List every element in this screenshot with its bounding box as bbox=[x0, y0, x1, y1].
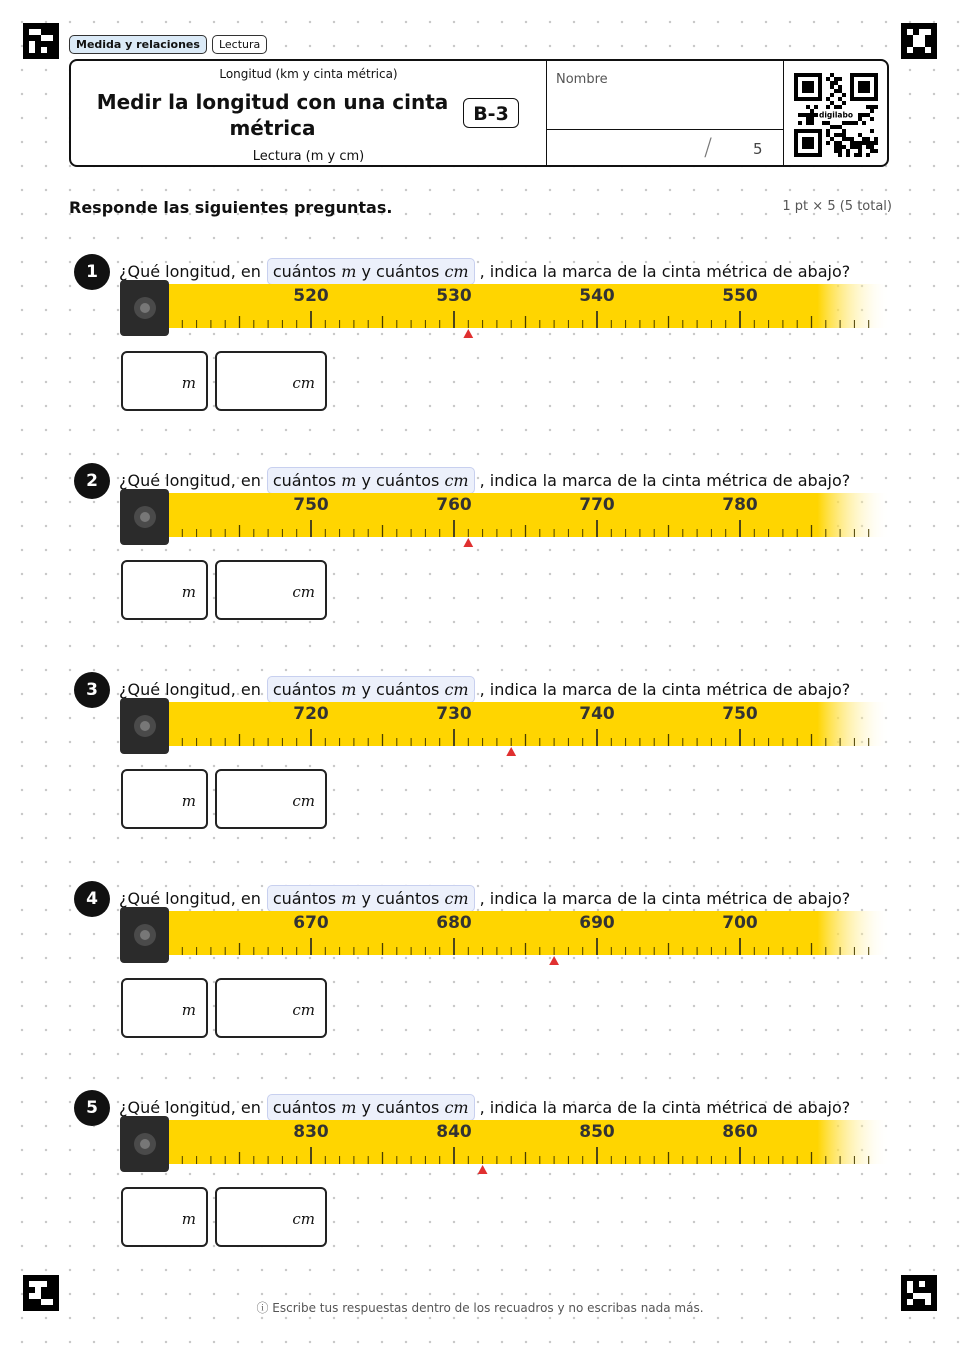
answer-box-cm[interactable] bbox=[215, 1187, 327, 1247]
tape-housing-center bbox=[140, 1139, 150, 1149]
highlight-text-b: y cuántos bbox=[361, 261, 440, 281]
qr-module bbox=[870, 109, 874, 113]
tape-label: 690 bbox=[579, 913, 615, 933]
qr-module bbox=[834, 89, 838, 93]
tape-label: 730 bbox=[436, 704, 472, 724]
qr-module bbox=[838, 105, 842, 109]
answer-box-m[interactable] bbox=[121, 978, 208, 1038]
qr-module bbox=[834, 149, 838, 153]
reading-marker bbox=[548, 956, 560, 965]
category-tags bbox=[69, 35, 267, 54]
qr-module bbox=[830, 93, 834, 97]
qr-module bbox=[806, 113, 810, 117]
question-number: 1 bbox=[74, 254, 110, 290]
qr-module bbox=[854, 153, 858, 157]
qr-module bbox=[834, 145, 838, 149]
tape-body bbox=[164, 702, 890, 746]
answer-box-cm[interactable] bbox=[215, 351, 327, 411]
unit-cm: cm bbox=[444, 888, 469, 908]
answer-unit-m: m bbox=[181, 583, 196, 601]
header-topic: Longitud (km y cinta métrica) bbox=[219, 67, 398, 81]
qr-module bbox=[838, 145, 842, 149]
qr-module bbox=[842, 133, 846, 137]
info-icon: ⓘ bbox=[256, 1301, 269, 1315]
qr-module bbox=[834, 133, 838, 137]
tape-label: 760 bbox=[436, 495, 472, 515]
tape-label: 540 bbox=[579, 286, 615, 306]
qr-module bbox=[870, 149, 874, 153]
qr-module bbox=[814, 105, 818, 109]
qr-module bbox=[866, 145, 870, 149]
question-suffix: , indica la marca de la cinta métrica de abajo? bbox=[479, 679, 851, 699]
question-number: 2 bbox=[74, 463, 110, 499]
tape-label: 750 bbox=[722, 704, 758, 724]
tape-label: 520 bbox=[293, 286, 329, 306]
tape-label: 850 bbox=[579, 1122, 615, 1142]
qr-module bbox=[866, 141, 870, 145]
question-prefix: ¿Qué longitud, en bbox=[119, 261, 261, 281]
unit-m: m bbox=[341, 1097, 357, 1117]
score-total: 5 bbox=[753, 140, 763, 158]
highlight-text-a: cuántos bbox=[272, 888, 337, 908]
qr-module bbox=[834, 81, 838, 85]
question-4 bbox=[0, 881, 960, 1061]
reading-marker bbox=[477, 1165, 489, 1174]
answer-box-cm[interactable] bbox=[215, 978, 327, 1038]
qr-module bbox=[850, 121, 854, 125]
question-prefix: ¿Qué longitud, en bbox=[119, 888, 261, 908]
qr-module bbox=[838, 89, 842, 93]
highlight-text-b: y cuántos bbox=[361, 888, 440, 908]
question-suffix: , indica la marca de la cinta métrica de abajo? bbox=[479, 261, 851, 281]
measuring-tape bbox=[120, 698, 890, 756]
tape-body bbox=[164, 911, 890, 955]
qr-module bbox=[854, 121, 858, 125]
name-divider bbox=[547, 129, 783, 130]
points-info: 1 pt × 5 (5 total) bbox=[782, 199, 892, 214]
qr-module bbox=[806, 121, 810, 125]
qr-module bbox=[874, 105, 878, 109]
qr-module bbox=[826, 133, 830, 137]
score-slash: / bbox=[704, 133, 713, 161]
qr-module bbox=[826, 97, 830, 101]
measuring-tape bbox=[120, 280, 890, 338]
question-number: 4 bbox=[74, 881, 110, 917]
reading-marker bbox=[505, 747, 517, 756]
qr-module bbox=[830, 101, 834, 105]
unit-cm: cm bbox=[444, 1097, 469, 1117]
qr-module bbox=[810, 117, 814, 121]
qr-module bbox=[870, 141, 874, 145]
qr-module bbox=[830, 137, 834, 141]
question-suffix: , indica la marca de la cinta métrica de abajo? bbox=[479, 470, 851, 490]
skill-tag: Lectura bbox=[212, 35, 267, 54]
qr-module bbox=[830, 73, 834, 77]
unit-m: m bbox=[341, 888, 357, 908]
qr-module bbox=[822, 121, 826, 125]
qr-module bbox=[838, 85, 842, 89]
qr-module bbox=[870, 129, 874, 133]
qr-module bbox=[858, 145, 862, 149]
question-1 bbox=[0, 254, 960, 434]
tape-label: 670 bbox=[293, 913, 329, 933]
qr-module bbox=[842, 93, 846, 97]
measuring-tape bbox=[120, 1116, 890, 1174]
answer-unit-cm: cm bbox=[292, 374, 315, 392]
qr-label: digilabo bbox=[818, 110, 854, 120]
question-prefix: ¿Qué longitud, en bbox=[119, 679, 261, 699]
tape-label: 550 bbox=[722, 286, 758, 306]
answer-unit-cm: cm bbox=[292, 1001, 315, 1019]
footer-text: Escribe tus respuestas dentro de los recuadros y no escribas nada más. bbox=[272, 1301, 704, 1315]
answer-box-cm[interactable] bbox=[215, 560, 327, 620]
qr-module bbox=[846, 121, 850, 125]
reading-marker bbox=[462, 329, 474, 338]
corner-marker-top-left bbox=[23, 23, 59, 59]
question-3 bbox=[0, 672, 960, 852]
qr-module bbox=[798, 121, 802, 125]
highlight-text-a: cuántos bbox=[272, 261, 337, 281]
tape-label: 750 bbox=[293, 495, 329, 515]
worksheet-title: Medir la longitud con una cinta métrica bbox=[96, 90, 449, 140]
qr-module bbox=[802, 113, 806, 117]
qr-module bbox=[810, 113, 814, 117]
qr-module bbox=[866, 137, 870, 141]
qr-module bbox=[834, 105, 838, 109]
header-subtitle: Lectura (m y cm) bbox=[252, 149, 365, 164]
qr-module bbox=[874, 141, 878, 145]
tape-housing-center bbox=[140, 930, 150, 940]
worksheet-header bbox=[69, 59, 889, 167]
answer-box-m[interactable] bbox=[121, 560, 208, 620]
qr-module bbox=[810, 121, 814, 125]
category-tag: Medida y relaciones bbox=[69, 35, 207, 54]
qr-module bbox=[834, 77, 838, 81]
qr-module bbox=[838, 125, 842, 129]
qr-code bbox=[794, 73, 878, 157]
qr-module bbox=[834, 141, 838, 145]
qr-module bbox=[858, 153, 862, 157]
qr-module bbox=[810, 109, 814, 113]
highlight-text-b: y cuántos bbox=[361, 1097, 440, 1117]
qr-module bbox=[838, 153, 842, 157]
qr-module bbox=[826, 129, 830, 133]
qr-module bbox=[850, 137, 854, 141]
qr-module bbox=[834, 125, 838, 129]
tape-label: 830 bbox=[293, 1122, 329, 1142]
tape-label: 680 bbox=[436, 913, 472, 933]
tape-housing-center bbox=[140, 721, 150, 731]
qr-module bbox=[870, 117, 874, 121]
qr-module bbox=[842, 101, 846, 105]
qr-module bbox=[838, 97, 842, 101]
qr-module bbox=[838, 149, 842, 153]
tape-housing-center bbox=[140, 512, 150, 522]
measuring-tape bbox=[120, 907, 890, 965]
qr-module bbox=[874, 149, 878, 153]
qr-module bbox=[842, 145, 846, 149]
question-prefix: ¿Qué longitud, en bbox=[119, 470, 261, 490]
highlight-text-a: cuántos bbox=[272, 1097, 337, 1117]
answer-unit-m: m bbox=[181, 374, 196, 392]
qr-module bbox=[862, 141, 866, 145]
qr-module bbox=[862, 113, 866, 117]
qr-module bbox=[838, 77, 842, 81]
tape-label: 530 bbox=[436, 286, 472, 306]
answer-unit-cm: cm bbox=[292, 1210, 315, 1228]
qr-module bbox=[826, 77, 830, 81]
qr-module bbox=[858, 113, 862, 117]
unit-cm: cm bbox=[444, 470, 469, 490]
qr-module bbox=[862, 137, 866, 141]
tape-label: 780 bbox=[722, 495, 758, 515]
reading-marker bbox=[462, 538, 474, 547]
answer-box-m[interactable] bbox=[121, 351, 208, 411]
qr-module bbox=[842, 137, 846, 141]
qr-module bbox=[858, 149, 862, 153]
header-title-area bbox=[71, 61, 546, 165]
qr-module bbox=[854, 145, 858, 149]
name-score-area bbox=[546, 61, 784, 165]
measuring-tape bbox=[120, 489, 890, 547]
qr-module bbox=[870, 145, 874, 149]
answer-unit-m: m bbox=[181, 792, 196, 810]
qr-module bbox=[866, 105, 870, 109]
qr-module bbox=[830, 125, 834, 129]
qr-module bbox=[846, 137, 850, 141]
qr-module bbox=[826, 141, 830, 145]
answer-box-cm[interactable] bbox=[215, 769, 327, 829]
answer-unit-cm: cm bbox=[292, 792, 315, 810]
qr-module bbox=[858, 133, 862, 137]
instructions: Responde las siguientes preguntas. bbox=[69, 198, 393, 217]
tape-housing-center bbox=[140, 303, 150, 313]
corner-marker-top-right bbox=[901, 23, 937, 59]
tape-label: 860 bbox=[722, 1122, 758, 1142]
qr-module bbox=[858, 117, 862, 121]
tape-body bbox=[164, 493, 890, 537]
unit-m: m bbox=[341, 470, 357, 490]
highlight-text-b: y cuántos bbox=[361, 679, 440, 699]
tape-label: 770 bbox=[579, 495, 615, 515]
name-label: Nombre bbox=[556, 72, 608, 87]
qr-module bbox=[842, 121, 846, 125]
qr-module bbox=[846, 149, 850, 153]
tape-label: 840 bbox=[436, 1122, 472, 1142]
unit-cm: cm bbox=[444, 261, 469, 281]
qr-module bbox=[850, 141, 854, 145]
answer-unit-cm: cm bbox=[292, 583, 315, 601]
qr-module bbox=[826, 121, 830, 125]
highlight-text-a: cuántos bbox=[272, 470, 337, 490]
qr-module bbox=[870, 105, 874, 109]
qr-module bbox=[858, 141, 862, 145]
question-prefix: ¿Qué longitud, en bbox=[119, 1097, 261, 1117]
highlight-text-b: y cuántos bbox=[361, 470, 440, 490]
qr-module bbox=[830, 81, 834, 85]
question-2 bbox=[0, 463, 960, 643]
answer-box-m[interactable] bbox=[121, 1187, 208, 1247]
qr-module bbox=[854, 141, 858, 145]
qr-module bbox=[838, 133, 842, 137]
qr-module bbox=[866, 113, 870, 117]
answer-unit-m: m bbox=[181, 1210, 196, 1228]
qr-module bbox=[842, 129, 846, 133]
level-badge: B-3 bbox=[463, 98, 519, 128]
qr-module bbox=[874, 137, 878, 141]
highlight-text-a: cuántos bbox=[272, 679, 337, 699]
unit-m: m bbox=[341, 679, 357, 699]
unit-m: m bbox=[341, 261, 357, 281]
answer-unit-m: m bbox=[181, 1001, 196, 1019]
tape-label: 700 bbox=[722, 913, 758, 933]
question-number: 3 bbox=[74, 672, 110, 708]
answer-box-m[interactable] bbox=[121, 769, 208, 829]
tape-label: 720 bbox=[293, 704, 329, 724]
tape-body bbox=[164, 284, 890, 328]
qr-module bbox=[826, 105, 830, 109]
footer-note bbox=[0, 1299, 960, 1316]
qr-module bbox=[830, 85, 834, 89]
qr-module bbox=[838, 141, 842, 145]
qr-module bbox=[806, 105, 810, 109]
qr-module bbox=[846, 153, 850, 157]
qr-module bbox=[850, 145, 854, 149]
tape-label: 740 bbox=[579, 704, 615, 724]
question-number: 5 bbox=[74, 1090, 110, 1126]
tape-body bbox=[164, 1120, 890, 1164]
question-suffix: , indica la marca de la cinta métrica de abajo? bbox=[479, 888, 851, 908]
qr-module bbox=[798, 113, 802, 117]
qr-module bbox=[866, 153, 870, 157]
question-5 bbox=[0, 1090, 960, 1270]
unit-cm: cm bbox=[444, 679, 469, 699]
qr-module bbox=[806, 117, 810, 121]
qr-module bbox=[814, 113, 818, 117]
qr-module bbox=[862, 121, 866, 125]
question-suffix: , indica la marca de la cinta métrica de abajo? bbox=[479, 1097, 851, 1117]
